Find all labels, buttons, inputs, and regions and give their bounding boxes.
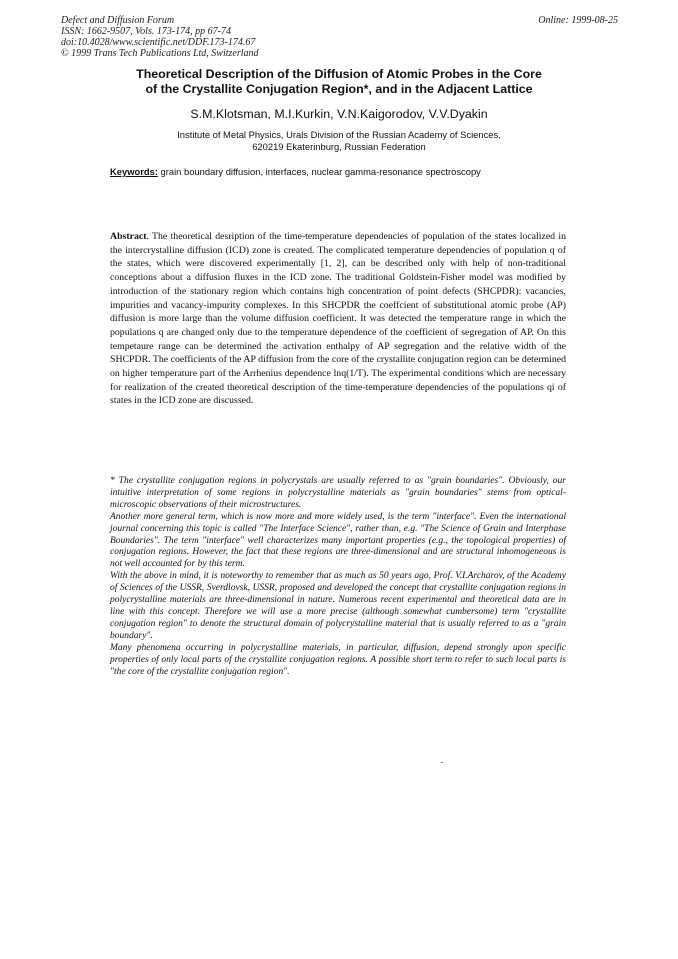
publication-metadata bbox=[61, 15, 259, 59]
scan-mark bbox=[441, 762, 443, 763]
title-line-2: of the Crystallite Conjugation Region*, and in the Adjacent Lattice bbox=[145, 82, 533, 96]
affiliation-line-2: 620219 Ekaterinburg, Russian Federation bbox=[252, 141, 426, 152]
issn-line: ISSN: 1662-9507, Vols. 173-174, pp 67-74 bbox=[61, 26, 231, 37]
paper-title bbox=[80, 67, 598, 97]
keywords-label: Keywords: bbox=[110, 166, 158, 177]
affiliation-line-1: Institute of Metal Physics, Urals Division of the Russian Academy of Sciences, bbox=[177, 129, 501, 140]
footnote-paragraph-1: * The crystallite conjugation regions in polycrystals are usually referred to as "grain boundaries". Obviously, our intuitive interpretation of some regions in polycrystalline materials as "grain boundaries" stems from optical-microscopic observations of their microstructures. bbox=[110, 476, 566, 510]
footnote-paragraph-2: Another more general term, which is now more and more widely used, is the term "interface". Even the international journal concerning this topic is called "The Interface Science", rather than, e.g. "The Science of Grain and Interphase Boundaries". The term "interface" well characterizes many important properties (e.g., the topological properties) of conjugation regions. However, the fact that these regions are three-dimensional and are structural inhomogeneous is not well accounted for by this term. bbox=[110, 511, 566, 570]
title-footnote bbox=[110, 476, 566, 678]
footnote-paragraph-3: With the above in mind, it is noteworthy to remember that as much as 50 years ago, Prof. V.I.Archarov, of the Academy of Sciences of the USSR, Sverdlovsk, USSR, proposed and developed the concept that crystallite conjugation regions in polycrystalline materials are three-dimensional in nature. Numerous recent experimental and theoretical data are in line with this concept. Therefore we will use a more precise (although somewhat cumbersome) term "crystallite conjugation region" to denote the structural domain of polycrystalline material that is usually referred to as a "grain boundary". bbox=[110, 571, 566, 641]
doi-line: doi:10.4028/www.scientific.net/DDF.173-174.67 bbox=[61, 37, 256, 48]
abstract bbox=[110, 230, 566, 408]
author-list: S.M.Klotsman, M.I.Kurkin, V.N.Kaigorodov, V.V.Dyakin bbox=[190, 107, 488, 121]
title-line-1: Theoretical Description of the Diffusion of Atomic Probes in the Core bbox=[136, 67, 542, 81]
copyright-line: © 1999 Trans Tech Publications Ltd, Switzerland bbox=[61, 48, 259, 59]
affiliation bbox=[80, 129, 598, 153]
keywords bbox=[110, 166, 481, 178]
footnote-paragraph-4: Many phenomena occurring in polycrystalline materials, in particular, diffusion, depend strongly upon specific properties of only local parts of the crystallite conjugation regions. A possible short term to refer to such local parts is "the core of the crystallite conjugation region". bbox=[110, 642, 566, 677]
journal-name: Defect and Diffusion Forum bbox=[61, 15, 175, 26]
abstract-text: . The theoretical desription of the time-temperature dependencies of population of the states localized in the intercrystalline diffusion (ICD) zone is created. The complicated temperature dependencies of population q of the states, which were discovered experimentally [1, 2], can be described only with help of non-traditional conceptions about a diffusion fluxes in the ICD zone. The traditional Goldstein-Fisher model was modified by introduction of the stationary region which contains high concentration of point defects (SHCPDR): vacancies, impurities and vacancy-impurity complexes. In this SHCPDR the coeffcient of substitutional atomic probe (AP) diffusion is more large than the volume diffusion coefficient. It was detected the temperature range in which the populations q are changed only due to the temperature dependence of the coefficient of segregation of AP. On this tempetaure range can be determined the activation enthalpy of AP segregation and the relative width of the SHCPDR. The coefficients of the AP diffusion from the core of the crystallite conjugation region can be determined on higher temperature part of the Arrhenius dependence lnq(1/T). The experimental conditions which are necessary for realization of the created theoretical description of the time-temperature dependencies of the populations qi of states in the ICD zone are discussed. bbox=[110, 231, 566, 407]
keywords-text: grain boundary diffusion, interfaces, nuclear gamma-resonance spectroscopy bbox=[160, 166, 481, 177]
online-date: Online: 1999-08-25 bbox=[538, 15, 618, 26]
abstract-label: Abstract bbox=[110, 231, 147, 242]
